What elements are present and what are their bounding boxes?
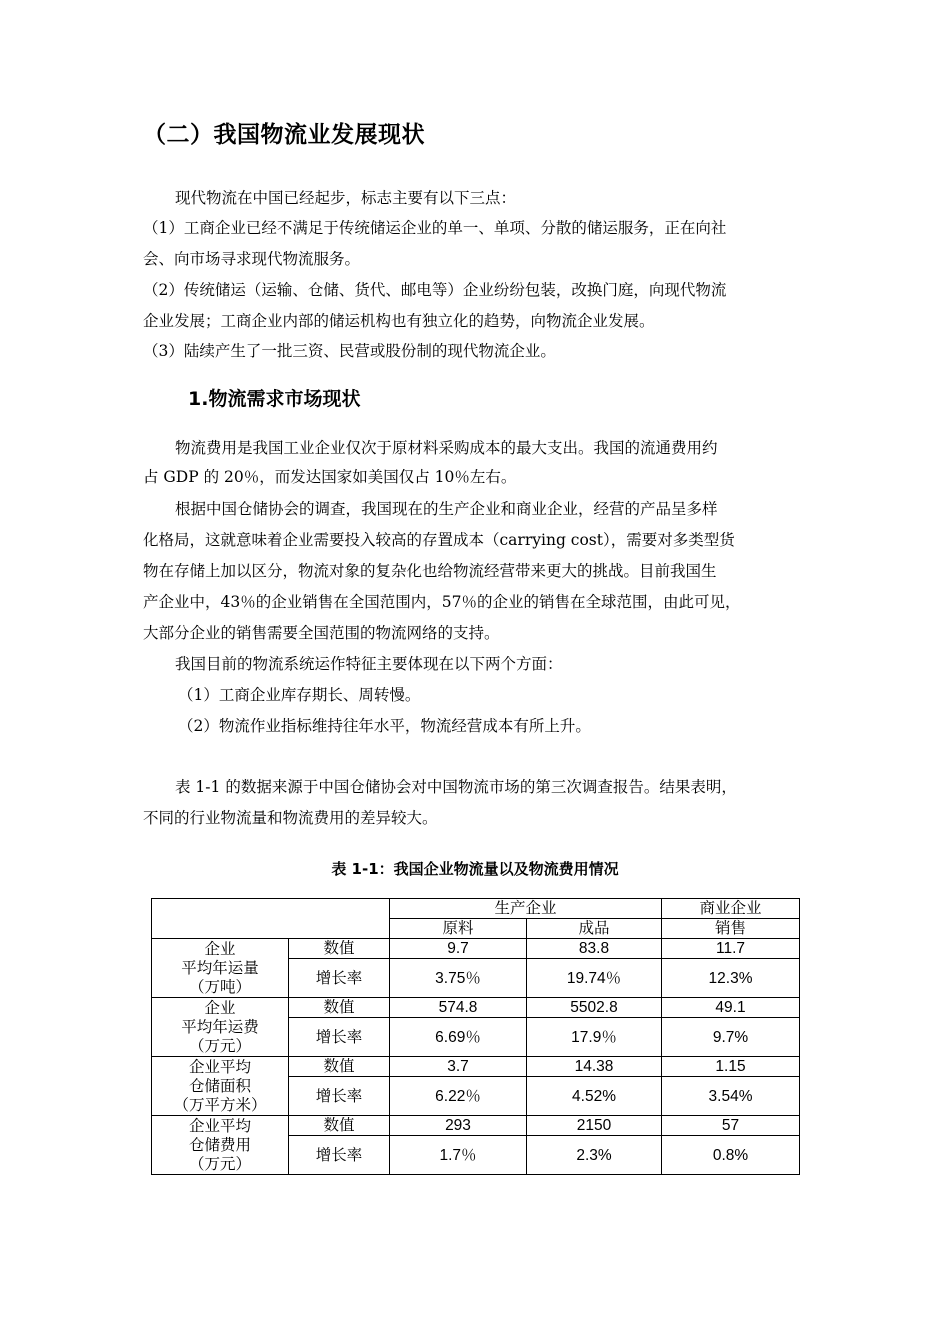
body-line: 我国目前的物流系统运作特征主要体现在以下两个方面： xyxy=(175,655,563,673)
header-raw-material: 原料 xyxy=(390,919,527,939)
row-group-label: 企业平均 仓储费用 （万元） xyxy=(152,1116,289,1175)
intro-item-3: （3）陆续产生了一批三资、民营或股份制的现代物流企业。 xyxy=(143,342,556,360)
body-line: 不同的行业物流量和物流费用的差异较大。 xyxy=(143,809,438,827)
table-header-row xyxy=(152,899,800,919)
table-cell: 17.9％ xyxy=(527,1018,662,1057)
header-sales: 销售 xyxy=(662,919,800,939)
body-line: 占 GDP 的 20％，而发达国家如美国仅占 10％左右。 xyxy=(143,468,517,486)
table-cell: 12.3% xyxy=(662,959,800,998)
table-row xyxy=(152,998,800,1018)
table-cell: 3.75％ xyxy=(390,959,527,998)
table-row xyxy=(152,939,800,959)
table-caption: 表 1-1：我国企业物流量以及物流费用情况 xyxy=(331,860,619,878)
body-line: 表 1-1 的数据来源于中国仓储协会对中国物流市场的第三次调查报告。结果表明， xyxy=(175,778,737,796)
metric-label: 增长率 xyxy=(289,1136,390,1175)
logistics-table xyxy=(151,898,800,1175)
intro-item-1: （1）工商企业已经不满足于传统储运企业的单一、单项、分散的储运服务，正在向社 xyxy=(143,219,727,237)
body-line: 根据中国仓储协会的调查，我国现在的生产企业和商业企业，经营的产品呈多样 xyxy=(175,500,718,518)
table-cell: 11.7 xyxy=(662,939,800,959)
section-title: （二）我国物流业发展现状 xyxy=(143,122,425,148)
body-line: 产企业中，43％的企业销售在全国范围内，57％的企业的销售在全球范围，由此可见， xyxy=(143,593,741,611)
table-cell: 6.22％ xyxy=(390,1077,527,1116)
table-cell: 49.1 xyxy=(662,998,800,1018)
intro-paragraph: 现代物流在中国已经起步，标志主要有以下三点： xyxy=(175,189,517,207)
table-cell: 9.7% xyxy=(662,1018,800,1057)
table-cell: 6.69％ xyxy=(390,1018,527,1057)
row-group-label: 企业平均 仓储面积 （万平方米） xyxy=(152,1057,289,1116)
subsection-title: 1.物流需求市场现状 xyxy=(188,388,361,410)
table-cell: 1.7％ xyxy=(390,1136,527,1175)
header-commerce: 商业企业 xyxy=(662,899,800,919)
table-cell: 57 xyxy=(662,1116,800,1136)
table-cell: 5502.8 xyxy=(527,998,662,1018)
metric-label: 数值 xyxy=(289,1057,390,1077)
intro-item-2-cont: 企业发展；工商企业内部的储运机构也有独立化的趋势，向物流企业发展。 xyxy=(143,312,655,330)
metric-label: 增长率 xyxy=(289,959,390,998)
table-cell: 19.74％ xyxy=(527,959,662,998)
metric-label: 数值 xyxy=(289,939,390,959)
row-group-label: 企业 平均年运费 （万元） xyxy=(152,998,289,1057)
body-line: 物流费用是我国工业企业仅次于原材料采购成本的最大支出。我国的流通费用约 xyxy=(175,439,718,457)
intro-item-1-cont: 会、向市场寻求现代物流服务。 xyxy=(143,250,361,268)
metric-label: 数值 xyxy=(289,1116,390,1136)
metric-label: 增长率 xyxy=(289,1018,390,1057)
list-item: （1）工商企业库存期长、周转慢。 xyxy=(178,686,421,704)
row-group-label: 企业 平均年运量 （万吨） xyxy=(152,939,289,998)
table-cell: 574.8 xyxy=(390,998,527,1018)
list-item: （2）物流作业指标维持往年水平，物流经营成本有所上升。 xyxy=(178,717,591,735)
metric-label: 增长率 xyxy=(289,1077,390,1116)
intro-item-2: （2）传统储运（运输、仓储、货代、邮电等）企业纷纷包装，改换门庭，向现代物流 xyxy=(143,281,727,299)
table-cell: 83.8 xyxy=(527,939,662,959)
table-cell: 3.54% xyxy=(662,1077,800,1116)
table-cell: 3.7 xyxy=(390,1057,527,1077)
table-cell: 14.38 xyxy=(527,1057,662,1077)
table-corner-cell xyxy=(152,899,390,939)
table-row xyxy=(152,1116,800,1136)
table-cell: 1.15 xyxy=(662,1057,800,1077)
body-line: 大部分企业的销售需要全国范围的物流网络的支持。 xyxy=(143,624,500,642)
header-finished-goods: 成品 xyxy=(527,919,662,939)
table-cell: 293 xyxy=(390,1116,527,1136)
table-cell: 0.8% xyxy=(662,1136,800,1175)
header-production: 生产企业 xyxy=(390,899,662,919)
table-cell: 9.7 xyxy=(390,939,527,959)
metric-label: 数值 xyxy=(289,998,390,1018)
table-row xyxy=(152,1057,800,1077)
body-line: 化格局，这就意味着企业需要投入较高的存置成本（carrying cost），需要对多类型货 xyxy=(143,531,735,549)
body-line: 物在存储上加以区分，物流对象的复杂化也给物流经营带来更大的挑战。目前我国生 xyxy=(143,562,717,580)
table-cell: 2150 xyxy=(527,1116,662,1136)
table-cell: 2.3% xyxy=(527,1136,662,1175)
table-cell: 4.52% xyxy=(527,1077,662,1116)
